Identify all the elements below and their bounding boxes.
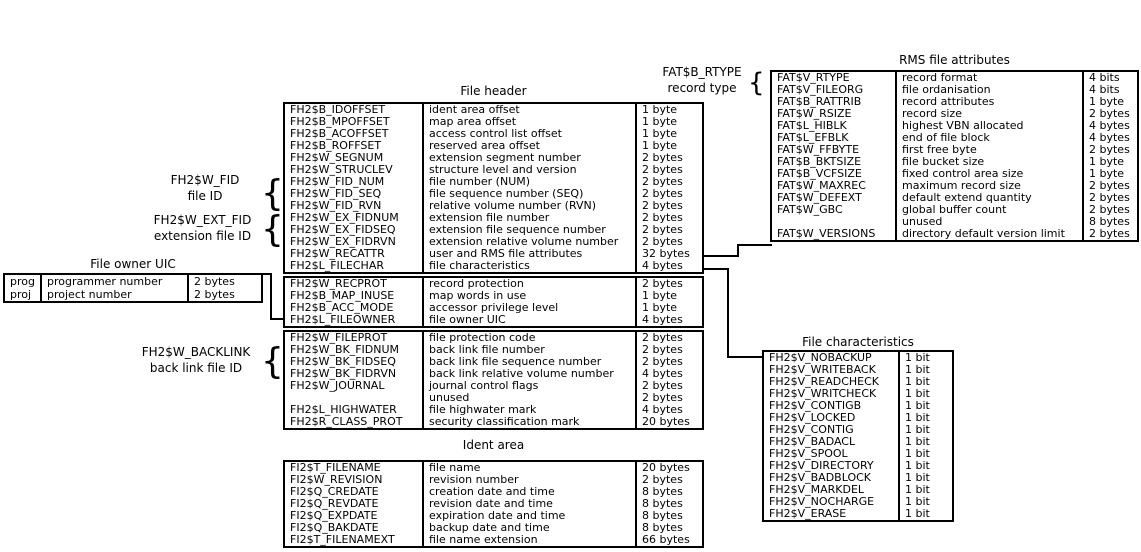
table-cell: 4 bytes xyxy=(635,314,702,326)
table-cell: global buffer count xyxy=(895,204,1082,216)
rms-file-attributes-title: RMS file attributes xyxy=(899,53,1010,67)
ident-area-table xyxy=(283,460,704,548)
table-cell: ident area offset xyxy=(422,104,635,116)
table-cell: FH2$V_NOCHARGE xyxy=(769,495,875,508)
table-cell: FH2$W_BK_FIDRVN xyxy=(290,367,397,380)
table-cell: FI2$W_REVISION xyxy=(290,473,383,486)
table-row xyxy=(285,380,702,392)
table-cell: unused xyxy=(895,216,1082,228)
table-cell: file owner UIC xyxy=(422,314,635,326)
table-cell: file bucket size xyxy=(895,156,1082,168)
table-cell: 1 byte xyxy=(1082,168,1137,180)
table-cell: FI2$Q_REVDATE xyxy=(290,497,379,510)
table-cell: FAT$V_FILEORG xyxy=(777,83,864,96)
table-cell: 2 bytes xyxy=(635,176,702,188)
table-cell: 1 bit xyxy=(898,508,952,520)
table-cell: FAT$W_RSIZE xyxy=(777,107,852,120)
table-cell: FH2$W_FID_NUM xyxy=(290,175,385,188)
table-cell: 8 bytes xyxy=(635,498,702,510)
file-id-label-symbol: FH2$W_FID xyxy=(170,173,240,187)
table-cell: prog xyxy=(10,275,35,288)
table-cell: 2 bytes xyxy=(635,278,702,290)
table-cell: 2 bytes xyxy=(635,474,702,486)
table-cell: 4 bytes xyxy=(635,260,702,272)
table-row xyxy=(285,260,702,272)
rms-file-attributes-table xyxy=(770,70,1139,242)
table-cell: FH2$V_LOCKED xyxy=(769,411,856,424)
table-cell: FH2$B_ACC_MODE xyxy=(290,301,394,314)
table-cell: 2 bytes xyxy=(635,200,702,212)
table-cell: FAT$W_VERSIONS xyxy=(777,227,876,240)
table-cell: FH2$V_SPOOL xyxy=(769,447,848,460)
table-cell: 1 bit xyxy=(898,436,952,448)
table-row xyxy=(285,416,702,428)
connector-filechar-to-characteristics xyxy=(702,268,729,270)
table-cell: 1 bit xyxy=(898,376,952,388)
table-cell: FH2$W_RECPROT xyxy=(290,277,387,290)
ident-area-title: Ident area xyxy=(462,438,525,452)
table-cell: 8 bytes xyxy=(635,486,702,498)
table-cell: 2 bytes xyxy=(635,188,702,200)
table-cell: 1 bit xyxy=(898,424,952,436)
table-cell: relative volume number (RVN) xyxy=(422,200,635,212)
record-type-label-text: record type xyxy=(667,81,737,95)
table-cell: 2 bytes xyxy=(635,356,702,368)
file-characteristics-title: File characteristics xyxy=(802,335,914,349)
record-type-label-symbol: FAT$B_RTYPE xyxy=(662,65,742,79)
table-cell: 1 bit xyxy=(898,448,952,460)
table-cell: 2 bytes xyxy=(187,275,261,288)
table-cell: FAT$B_BKTSIZE xyxy=(777,155,862,168)
table-cell: expiration date and time xyxy=(422,510,635,522)
table-row xyxy=(285,534,702,546)
file-id-brace-icon: { xyxy=(261,173,284,214)
file-id-label xyxy=(150,172,260,204)
table-cell: FH2$V_CONTIG xyxy=(769,423,854,436)
table-cell: 4 bits xyxy=(1082,72,1137,84)
table-cell: FI2$T_FILENAME xyxy=(290,461,381,474)
table-cell: FAT$B_VCFSIZE xyxy=(777,167,862,180)
table-cell: 2 bytes xyxy=(635,164,702,176)
table-cell: FH2$B_IDOFFSET xyxy=(290,103,386,116)
table-cell: FH2$V_CONTIGB xyxy=(769,399,862,412)
table-cell: highest VBN allocated xyxy=(895,120,1082,132)
table-cell: FH2$W_JOURNAL xyxy=(290,379,385,392)
table-cell: FH2$W_BK_FIDSEQ xyxy=(290,355,396,368)
table-cell: file characteristics xyxy=(422,260,635,272)
table-cell: FH2$V_NOBACKUP xyxy=(769,351,872,364)
table-cell: revision date and time xyxy=(422,498,635,510)
table-cell: 2 bytes xyxy=(635,152,702,164)
table-cell: unused xyxy=(422,392,635,404)
table-cell: creation date and time xyxy=(422,486,635,498)
extension-file-id-label-text: extension file ID xyxy=(153,229,252,243)
table-cell: backup date and time xyxy=(422,522,635,534)
table-cell: FH2$B_ROFFSET xyxy=(290,139,382,152)
table-cell: 2 bytes xyxy=(635,344,702,356)
table-cell: 1 byte xyxy=(635,104,702,116)
table-cell: 32 bytes xyxy=(635,248,702,260)
table-cell: FH2$W_BK_FIDNUM xyxy=(290,343,400,356)
table-row xyxy=(764,508,952,520)
table-cell: 1 byte xyxy=(1082,96,1137,108)
table-cell: record protection xyxy=(422,278,635,290)
table-cell: proj xyxy=(10,288,32,301)
table-row xyxy=(5,288,261,301)
table-cell: 1 byte xyxy=(635,140,702,152)
table-cell: 1 byte xyxy=(635,290,702,302)
table-cell: 2 bytes xyxy=(187,288,261,301)
table-cell: 1 bit xyxy=(898,352,952,364)
table-cell: 1 byte xyxy=(635,116,702,128)
table-cell: revision number xyxy=(422,474,635,486)
table-cell: back link relative volume number xyxy=(422,368,635,380)
table-cell: FH2$V_MARKDEL xyxy=(769,483,865,496)
table-cell: extension relative volume number xyxy=(422,236,635,248)
table-cell: 4 bytes xyxy=(1082,120,1137,132)
table-cell: FI2$Q_EXPDATE xyxy=(290,509,378,522)
connector-filechar-to-characteristics xyxy=(727,356,764,358)
table-cell: extension file number xyxy=(422,212,635,224)
file-header-section-3-table xyxy=(283,330,704,430)
table-cell: 2 bytes xyxy=(635,212,702,224)
back-link-file-id-label xyxy=(134,344,258,376)
extension-file-id-label-symbol: FH2$W_EXT_FID xyxy=(153,213,252,227)
table-cell: FH2$V_BADBLOCK xyxy=(769,471,871,484)
table-cell: access control list offset xyxy=(422,128,635,140)
table-cell: file ordanisation xyxy=(895,84,1082,96)
table-cell: FH2$V_ERASE xyxy=(769,507,847,520)
connector-uic-to-fileowner xyxy=(270,273,272,320)
table-cell: FI2$Q_BAKDATE xyxy=(290,521,379,534)
table-cell: FAT$L_EFBLK xyxy=(777,131,849,144)
table-cell: FH2$W_STRUCLEV xyxy=(290,163,393,176)
file-header-title: File header xyxy=(460,84,527,98)
table-cell: FH2$R_CLASS_PROT xyxy=(290,415,403,428)
extension-file-id-brace-icon: { xyxy=(261,209,284,250)
table-cell: 2 bytes xyxy=(635,224,702,236)
table-cell: FH2$W_EX_FIDSEQ xyxy=(290,223,396,236)
table-cell: file highwater mark xyxy=(422,404,635,416)
table-cell: 8 bytes xyxy=(635,510,702,522)
table-cell: 2 bytes xyxy=(635,392,702,404)
table-cell: file name extension xyxy=(422,534,635,546)
table-cell: 1 byte xyxy=(635,302,702,314)
table-cell: 1 bit xyxy=(898,484,952,496)
table-cell: FH2$V_WRITCHECK xyxy=(769,387,877,400)
extension-file-id-label xyxy=(145,212,260,244)
file-owner-uic-title: File owner UIC xyxy=(90,257,176,271)
back-link-file-id-label-text: back link file ID xyxy=(149,361,243,375)
table-row xyxy=(772,204,1137,216)
table-cell: FH2$W_EX_FIDRVN xyxy=(290,235,396,248)
table-cell: FAT$W_GBC xyxy=(777,203,843,216)
table-row xyxy=(772,228,1137,240)
table-cell: 1 bit xyxy=(898,400,952,412)
connector-recattr-to-rms xyxy=(702,255,739,257)
table-cell: FH2$V_WRITEBACK xyxy=(769,363,876,376)
connector-uic-to-fileowner xyxy=(270,318,285,320)
table-cell: 2 bytes xyxy=(1082,192,1137,204)
back-link-file-id-brace-icon: { xyxy=(261,341,284,382)
table-row xyxy=(285,314,702,326)
file-header-section-2-table xyxy=(283,276,704,328)
table-cell: FH2$W_FILEPROT xyxy=(290,331,388,344)
table-cell: 2 bytes xyxy=(1082,204,1137,216)
table-cell: directory default version limit xyxy=(895,228,1082,240)
table-cell: record size xyxy=(895,108,1082,120)
table-cell: 20 bytes xyxy=(635,462,702,474)
table-cell: FH2$B_MAP_INUSE xyxy=(290,289,395,302)
table-cell: FH2$W_SEGNUM xyxy=(290,151,384,164)
table-cell: fixed control area size xyxy=(895,168,1082,180)
table-cell: back link file number xyxy=(422,344,635,356)
table-cell: FAT$W_MAXREC xyxy=(777,179,866,192)
connector-recattr-to-rms xyxy=(737,244,772,246)
table-cell: FI2$Q_CREDATE xyxy=(290,485,379,498)
table-cell: accessor privilege level xyxy=(422,302,635,314)
table-cell: end of file block xyxy=(895,132,1082,144)
table-cell: file sequence number (SEQ) xyxy=(422,188,635,200)
table-cell: file name xyxy=(422,462,635,474)
table-cell: security classification mark xyxy=(422,416,635,428)
table-cell: 1 bit xyxy=(898,388,952,400)
table-cell: back link file sequence number xyxy=(422,356,635,368)
table-cell: FH2$V_READCHECK xyxy=(769,375,880,388)
table-cell: FH2$V_DIRECTORY xyxy=(769,459,874,472)
file-header-section-1-table xyxy=(283,102,704,274)
table-cell: FH2$W_FID_RVN xyxy=(290,199,382,212)
table-cell: 1 bit xyxy=(898,496,952,508)
file-id-label-text: file ID xyxy=(187,189,223,203)
record-type-brace-icon: { xyxy=(748,68,765,98)
table-cell: FAT$B_RATTRIB xyxy=(777,95,862,108)
table-cell: 8 bytes xyxy=(635,522,702,534)
table-cell: default extend quantity xyxy=(895,192,1082,204)
table-cell: 2 bytes xyxy=(1082,108,1137,120)
table-cell: FH2$W_RECATTR xyxy=(290,247,385,260)
table-cell: 1 byte xyxy=(635,128,702,140)
table-cell: 2 bytes xyxy=(1082,144,1137,156)
table-cell: 4 bytes xyxy=(1082,132,1137,144)
table-cell: FAT$L_HIBLK xyxy=(777,119,847,132)
table-cell: FH2$V_BADACL xyxy=(769,435,856,448)
table-cell: extension file sequence number xyxy=(422,224,635,236)
file-owner-uic-table xyxy=(3,273,263,303)
table-cell: 66 bytes xyxy=(635,534,702,546)
table-cell: FI2$T_FILENAMEXT xyxy=(290,533,395,546)
table-cell: project number xyxy=(40,288,187,301)
connector-filechar-to-characteristics xyxy=(727,268,729,358)
table-cell: FH2$B_MPOFFSET xyxy=(290,115,390,128)
table-cell: 4 bytes xyxy=(635,404,702,416)
table-cell: FH2$B_ACOFFSET xyxy=(290,127,389,140)
table-cell: maximum record size xyxy=(895,180,1082,192)
table-cell: 4 bytes xyxy=(635,368,702,380)
table-cell: 2 bytes xyxy=(1082,180,1137,192)
table-cell: 1 bit xyxy=(898,472,952,484)
table-cell: FAT$V_RTYPE xyxy=(777,71,850,84)
table-cell: FH2$L_FILEOWNER xyxy=(290,313,396,326)
table-cell: user and RMS file attributes xyxy=(422,248,635,260)
table-cell: structure level and version xyxy=(422,164,635,176)
file-characteristics-table xyxy=(762,350,954,522)
table-cell: 1 bit xyxy=(898,412,952,424)
table-cell: journal control flags xyxy=(422,380,635,392)
table-cell: 2 bytes xyxy=(635,236,702,248)
table-cell: FH2$W_FID_SEQ xyxy=(290,187,382,200)
table-cell: 2 bytes xyxy=(1082,228,1137,240)
table-cell: first free byte xyxy=(895,144,1082,156)
table-cell: FH2$L_FILECHAR xyxy=(290,259,384,272)
table-cell: reserved area offset xyxy=(422,140,635,152)
back-link-file-id-label-symbol: FH2$W_BACKLINK xyxy=(141,345,251,359)
table-cell: FAT$W_FFBYTE xyxy=(777,143,860,156)
table-cell: 20 bytes xyxy=(635,416,702,428)
record-type-label xyxy=(658,64,746,96)
table-cell: 1 bit xyxy=(898,364,952,376)
table-row xyxy=(5,275,261,288)
table-cell: extension segment number xyxy=(422,152,635,164)
table-cell: FH2$L_HIGHWATER xyxy=(290,403,397,416)
table-cell: record format xyxy=(895,72,1082,84)
table-cell: 2 bytes xyxy=(635,332,702,344)
table-cell: FAT$W_DEFEXT xyxy=(777,191,862,204)
table-cell: 2 bytes xyxy=(635,380,702,392)
table-cell: map words in use xyxy=(422,290,635,302)
table-cell: map area offset xyxy=(422,116,635,128)
table-cell: file protection code xyxy=(422,332,635,344)
table-cell: programmer number xyxy=(40,275,187,288)
table-cell: record attributes xyxy=(895,96,1082,108)
table-cell: 4 bits xyxy=(1082,84,1137,96)
table-cell: FH2$W_EX_FIDNUM xyxy=(290,211,399,224)
table-cell: 8 bytes xyxy=(1082,216,1137,228)
table-cell: 1 byte xyxy=(1082,156,1137,168)
table-cell: 1 bit xyxy=(898,460,952,472)
table-cell: file number (NUM) xyxy=(422,176,635,188)
